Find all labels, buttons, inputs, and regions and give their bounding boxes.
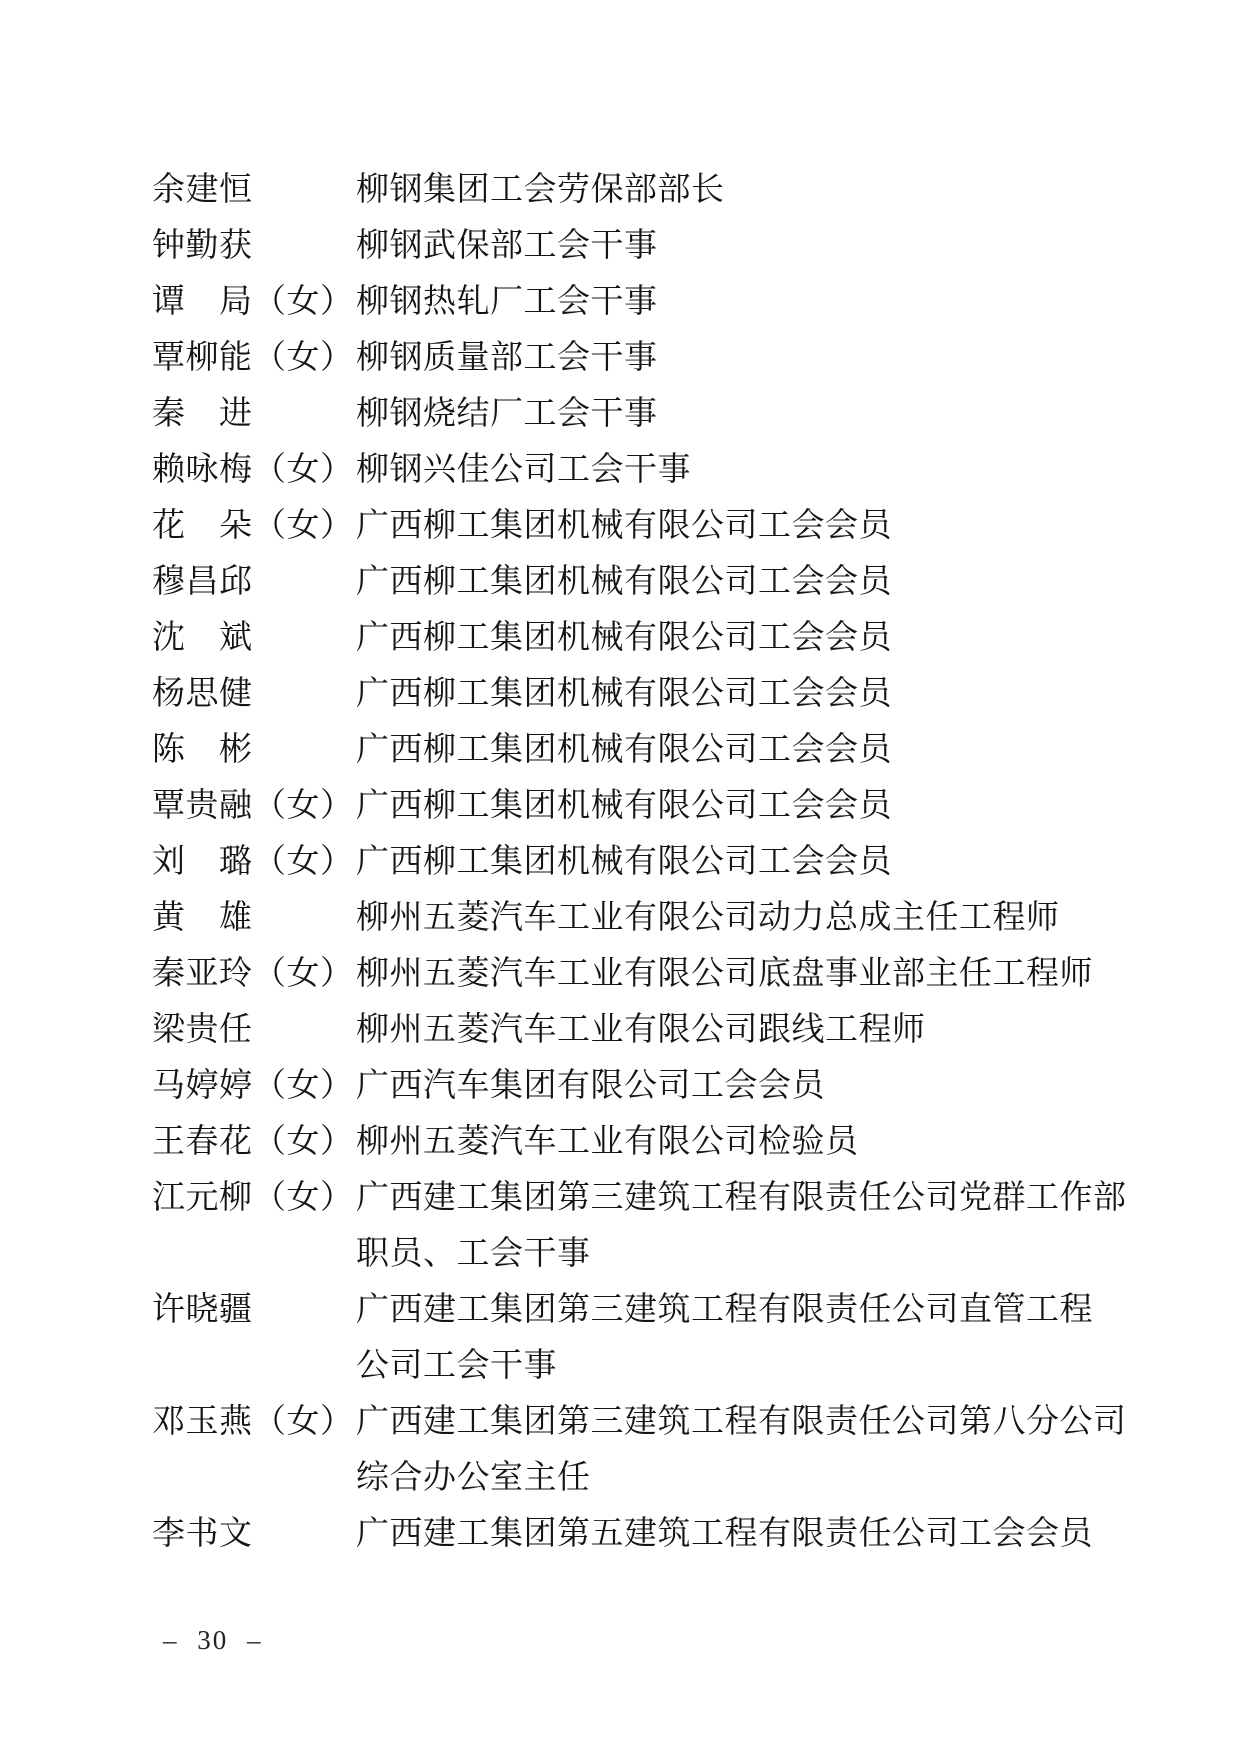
roster-entry [152,554,1137,610]
gender-note: （女） [253,788,354,824]
person-position [356,218,1137,274]
gender-note: （女） [253,340,354,376]
roster-entry [152,442,1137,498]
person-position [356,1506,1137,1562]
roster-entry [152,218,1137,274]
person-name: 邓玉燕 [152,1404,253,1440]
person-position [356,946,1137,1002]
position-line: 柳州五菱汽车工业有限公司跟线工程师 [356,1012,926,1048]
gender-note: （女） [253,508,354,544]
person-name: 穆昌邱 [152,564,253,600]
person-position [356,890,1137,946]
roster-entry [152,610,1137,666]
position-line: 公司工会干事 [356,1348,557,1384]
person-position [356,1058,1137,1114]
person-position [356,1114,1137,1170]
person-position [356,330,1137,386]
award-roster-list [152,162,1137,1562]
gender-note: （女） [253,1180,354,1216]
person-name: 江元柳 [152,1180,253,1216]
person-position [356,1394,1137,1506]
person-name: 王春花 [152,1124,253,1160]
position-line: 广西柳工集团机械有限公司工会会员 [356,564,892,600]
position-line: 柳钢质量部工会干事 [356,340,658,376]
gender-note: （女） [253,284,354,320]
position-line: 柳钢兴佳公司工会干事 [356,452,691,488]
person-position [356,834,1137,890]
person-position [356,666,1137,722]
person-name: 刘 璐 [152,844,253,880]
person-position [356,554,1137,610]
person-name: 覃柳能 [152,340,253,376]
roster-entry [152,1058,1137,1114]
roster-entry [152,386,1137,442]
position-line: 广西汽车集团有限公司工会会员 [356,1068,825,1104]
roster-entry [152,1506,1137,1562]
roster-entry [152,778,1137,834]
person-name: 余建恒 [152,172,253,208]
position-line: 柳州五菱汽车工业有限公司底盘事业部主任工程师 [356,956,1093,992]
person-name: 覃贵融 [152,788,253,824]
person-position [356,442,1137,498]
person-name: 沈 斌 [152,620,253,656]
person-position [356,778,1137,834]
person-position [356,1002,1137,1058]
person-name: 钟勤获 [152,228,253,264]
person-position [356,386,1137,442]
person-name: 花 朵 [152,508,253,544]
position-line: 职员、工会干事 [356,1236,591,1272]
position-line: 广西柳工集团机械有限公司工会会员 [356,788,892,824]
person-position [356,722,1137,778]
person-name: 谭 局 [152,284,253,320]
position-line: 广西建工集团第三建筑工程有限责任公司直管工程 [356,1292,1093,1328]
position-line: 广西建工集团第三建筑工程有限责任公司第八分公司 [356,1404,1127,1440]
person-position [356,162,1137,218]
person-name: 黄 雄 [152,900,253,936]
gender-note: （女） [253,452,354,488]
roster-entry [152,890,1137,946]
person-name: 杨思健 [152,676,253,712]
position-line: 广西柳工集团机械有限公司工会会员 [356,620,892,656]
roster-entry [152,162,1137,218]
position-line: 柳钢热轧厂工会干事 [356,284,658,320]
person-position [356,274,1137,330]
position-line: 柳钢烧结厂工会干事 [356,396,658,432]
person-name: 赖咏梅 [152,452,253,488]
person-position [356,498,1137,554]
roster-entry [152,946,1137,1002]
position-line: 广西建工集团第五建筑工程有限责任公司工会会员 [356,1516,1093,1552]
position-line: 柳州五菱汽车工业有限公司动力总成主任工程师 [356,900,1060,936]
person-name: 李书文 [152,1516,253,1552]
position-line: 柳钢武保部工会干事 [356,228,658,264]
position-line: 广西建工集团第三建筑工程有限责任公司党群工作部 [356,1180,1127,1216]
roster-entry [152,498,1137,554]
person-name: 许晓疆 [152,1292,253,1328]
person-position [356,1282,1137,1394]
gender-note: （女） [253,1404,354,1440]
position-line: 广西柳工集团机械有限公司工会会员 [356,676,892,712]
position-line: 柳钢集团工会劳保部部长 [356,172,725,208]
position-line: 广西柳工集团机械有限公司工会会员 [356,508,892,544]
gender-note: （女） [253,1124,354,1160]
gender-note: （女） [253,1068,354,1104]
person-name: 秦 进 [152,396,253,432]
roster-entry [152,722,1137,778]
roster-entry [152,274,1137,330]
roster-entry [152,1114,1137,1170]
roster-entry [152,1170,1137,1282]
position-line: 广西柳工集团机械有限公司工会会员 [356,732,892,768]
person-name: 秦亚玲 [152,956,253,992]
person-position [356,1170,1137,1282]
position-line: 柳州五菱汽车工业有限公司检验员 [356,1124,859,1160]
person-position [356,610,1137,666]
roster-entry [152,330,1137,386]
roster-entry [152,666,1137,722]
roster-entry [152,1282,1137,1394]
person-name: 梁贵任 [152,1012,253,1048]
page-number: – 30 – [163,1625,263,1655]
roster-entry [152,834,1137,890]
roster-entry [152,1002,1137,1058]
position-line: 综合办公室主任 [356,1460,591,1496]
gender-note: （女） [253,844,354,880]
roster-entry [152,1394,1137,1506]
gender-note: （女） [253,956,354,992]
position-line: 广西柳工集团机械有限公司工会会员 [356,844,892,880]
person-name: 陈 彬 [152,732,253,768]
person-name: 马婷婷 [152,1068,253,1104]
